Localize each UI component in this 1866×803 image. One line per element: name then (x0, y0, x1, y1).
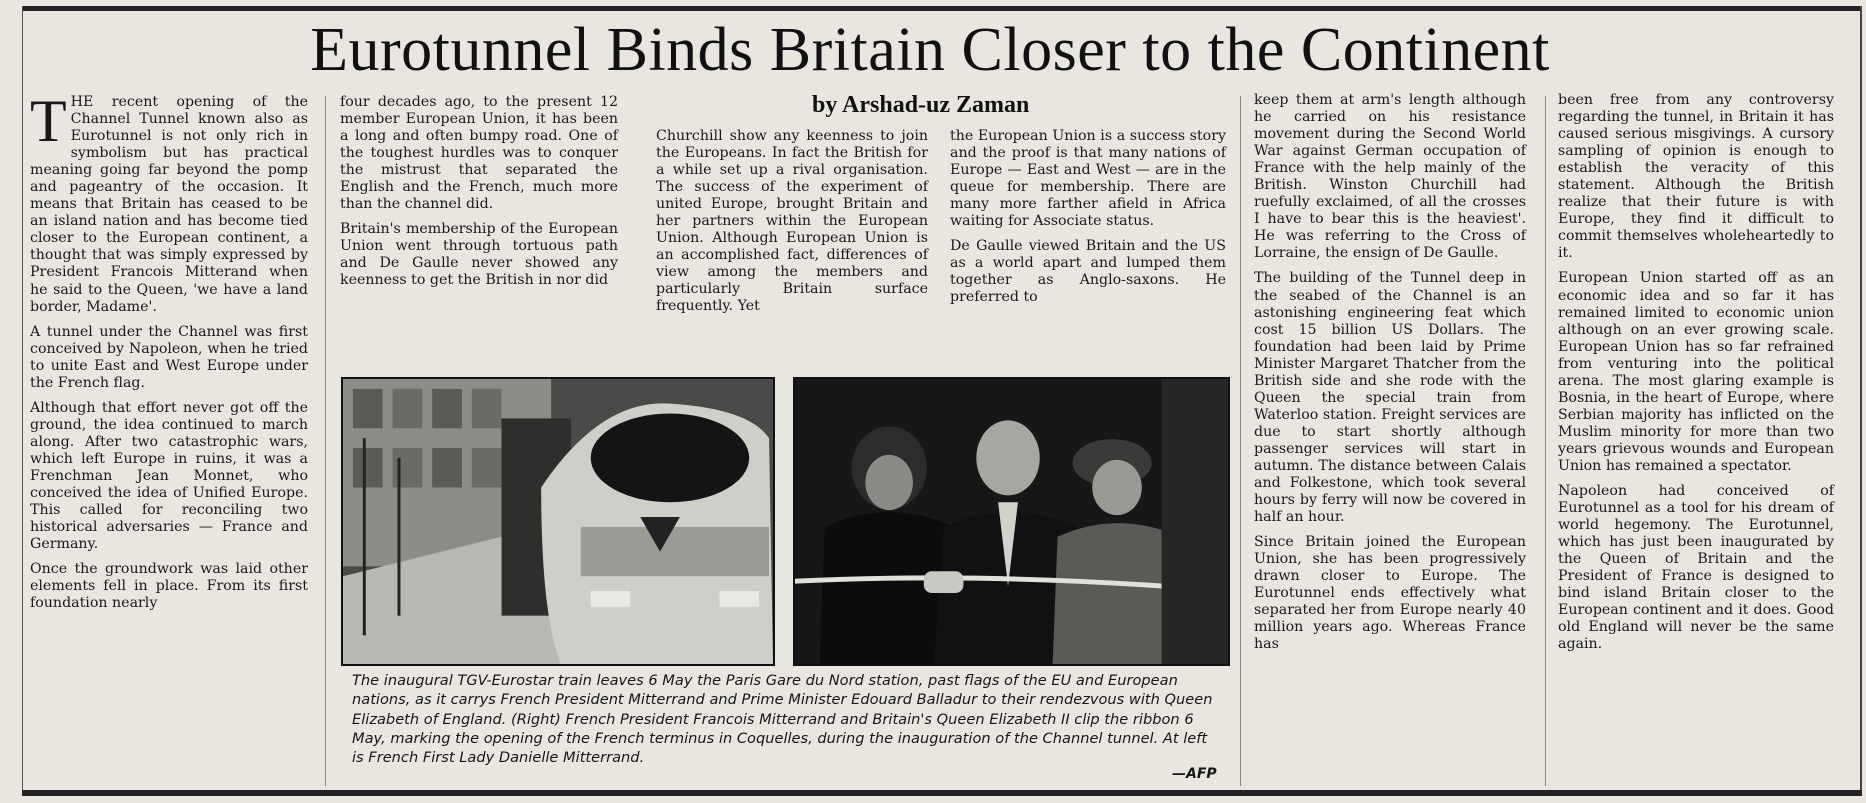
article-column-6 (1558, 92, 1834, 662)
paragraph: keep them at arm's length although he carried on his resistance movement during the Second World War against German occupation of France with the help mainly of the British. Winston Churchill had ruefully exclaimed, of all the crosses I have to bear this is the heaviest'. He was referring to the Cross of Lorraine, the ensign of De Gaulle. (1254, 92, 1526, 262)
photo-caption: The inaugural TGV-Eurostar train leaves 6 May the Paris Gare du Nord station, past flags of the EU and European nations, as it carrys French President Mitterrand and Prime Minister Edouard Balladur to their rendezvous with Queen Elizabeth of England. (Right) French President Francois Mitterrand and Britain's Queen Elizabeth II clip the ribbon 6 May, marking the opening of the French terminus in Coquelles, during the inauguration of the Channel tunnel. At left is French First Lady Danielle Mitterrand. (352, 672, 1213, 767)
column-divider (1240, 96, 1241, 786)
paragraph: Napoleon had conceived of Eurotunnel as a tool for his dream of world hegemony. The Eurotunnel, which has just been inaugurated by the Queen of Britain and the President of France is designed to bind island Britain closer to the European continent and it does. Good old England will never be the same again. (1558, 483, 1834, 653)
article-column-2 (340, 94, 618, 298)
drop-cap: T (30, 88, 67, 154)
paragraph: De Gaulle viewed Britain and the US as a world apart and lumped them together as Anglo-saxons. He preferred to (950, 238, 1226, 306)
right-rule (1860, 6, 1862, 796)
paragraph: Britain's membership of the European Union went through tortuous path and De Gaulle never showed any keenness to get the British in nor did (340, 221, 618, 289)
paragraph: been free from any controversy regarding the tunnel, in Britain it has caused serious misgivings. A cursory sampling of opinion is enough to establish the veracity of this statement. Although the British realize that their future is with Europe, they find it difficult to commit themselves wholeheartedly to it. (1558, 92, 1834, 262)
article-column-4 (950, 128, 1226, 314)
paragraph: Churchill show any keenness to join the Europeans. In fact the British for a while set up a rival organisation. The success of the experiment of united Europe, brought Britain and her partners within the European Union. Although European Union is an accomplished fact, differences of view among the members and particularly Britain surface frequently. Yet (656, 128, 928, 315)
photo-credit: —AFP (1172, 766, 1217, 782)
ribbon-cutting-photo-art (795, 379, 1228, 664)
paragraph: four decades ago, to the present 12 member European Union, it has been a long and often bumpy road. One of the toughest hurdles was to conquer the mistrust that separated the English and the French, much more than the channel did. (340, 94, 618, 213)
paragraph: Once the groundwork was laid other elements fell in place. From its first foundation nearly (30, 561, 308, 612)
top-rule (22, 6, 1862, 11)
paragraph: The building of the Tunnel deep in the seabed of the Channel is an astonishing engineering feat which cost 15 billion US Dollars. The foundation had been laid by Prime Minister Margaret Thatcher from the British side and she rode with the Queen the special train from Waterloo station. Freight services are due to start shortly although passenger services will start in autumn. The distance between Calais and Folkestone, which took several hours by ferry will now be covered in half an hour. (1254, 270, 1526, 526)
paragraph: Although that effort never got off the ground, the idea continued to march along. After two catastrophic wars, which left Europe in ruins, it was a Frenchman Jean Monnet, who conceived the idea of Unified Europe. This called for reconciling two historical adversaries — France and Germany. (30, 399, 308, 553)
column-divider (325, 96, 326, 786)
byline: by Arshad-uz Zaman (812, 92, 1030, 118)
paragraph: HE recent opening of the Channel Tunnel known also as Eurotunnel is not only rich in symbolism but has practical meaning going far beyond the pomp and pageantry of the occasion. It means that Britain has ceased to be an island nation and has become tied closer to the European continent, a thought that was simply expressed by President Francois Mitterand when he said to the Queen, 'we have a land border, Madame'. (30, 94, 308, 315)
train-photo-art (343, 379, 773, 664)
ribbon-cutting-photo (793, 377, 1230, 666)
article-column-3 (656, 128, 928, 324)
article-column-5 (1254, 92, 1526, 662)
paragraph: A tunnel under the Channel was first conceived by Napoleon, when he tried to unite East and West Europe under the French flag. (30, 323, 308, 391)
headline: Eurotunnel Binds Britain Closer to the Continent (310, 16, 1550, 84)
paragraph: Since Britain joined the European Union, she has been progressively drawn closer to Europe. The Eurotunnel ends effectively what separated her from Europe nearly 40 million years ago. Whereas France has (1254, 534, 1526, 653)
paragraph: European Union started off as an economic idea and so far it has remained limited to economic union although on an ever growing scale. European Union has so far refrained from venturing into the political arena. The most glaring example is Bosnia, in the heart of Europe, where Serbian majority has inflicted on the Muslim minority for more than two years grievous wounds and European Union has remained a spectator. (1558, 270, 1834, 474)
column-divider (1545, 96, 1546, 786)
article-column-1 (30, 88, 308, 620)
left-rule (22, 6, 23, 796)
paragraph: the European Union is a success story and the proof is that many nations of Europe — East and West — are in the queue for membership. There are many more farther afield in Africa waiting for Associate status. (950, 128, 1226, 230)
train-photo (341, 377, 775, 666)
bottom-rule (22, 790, 1862, 796)
